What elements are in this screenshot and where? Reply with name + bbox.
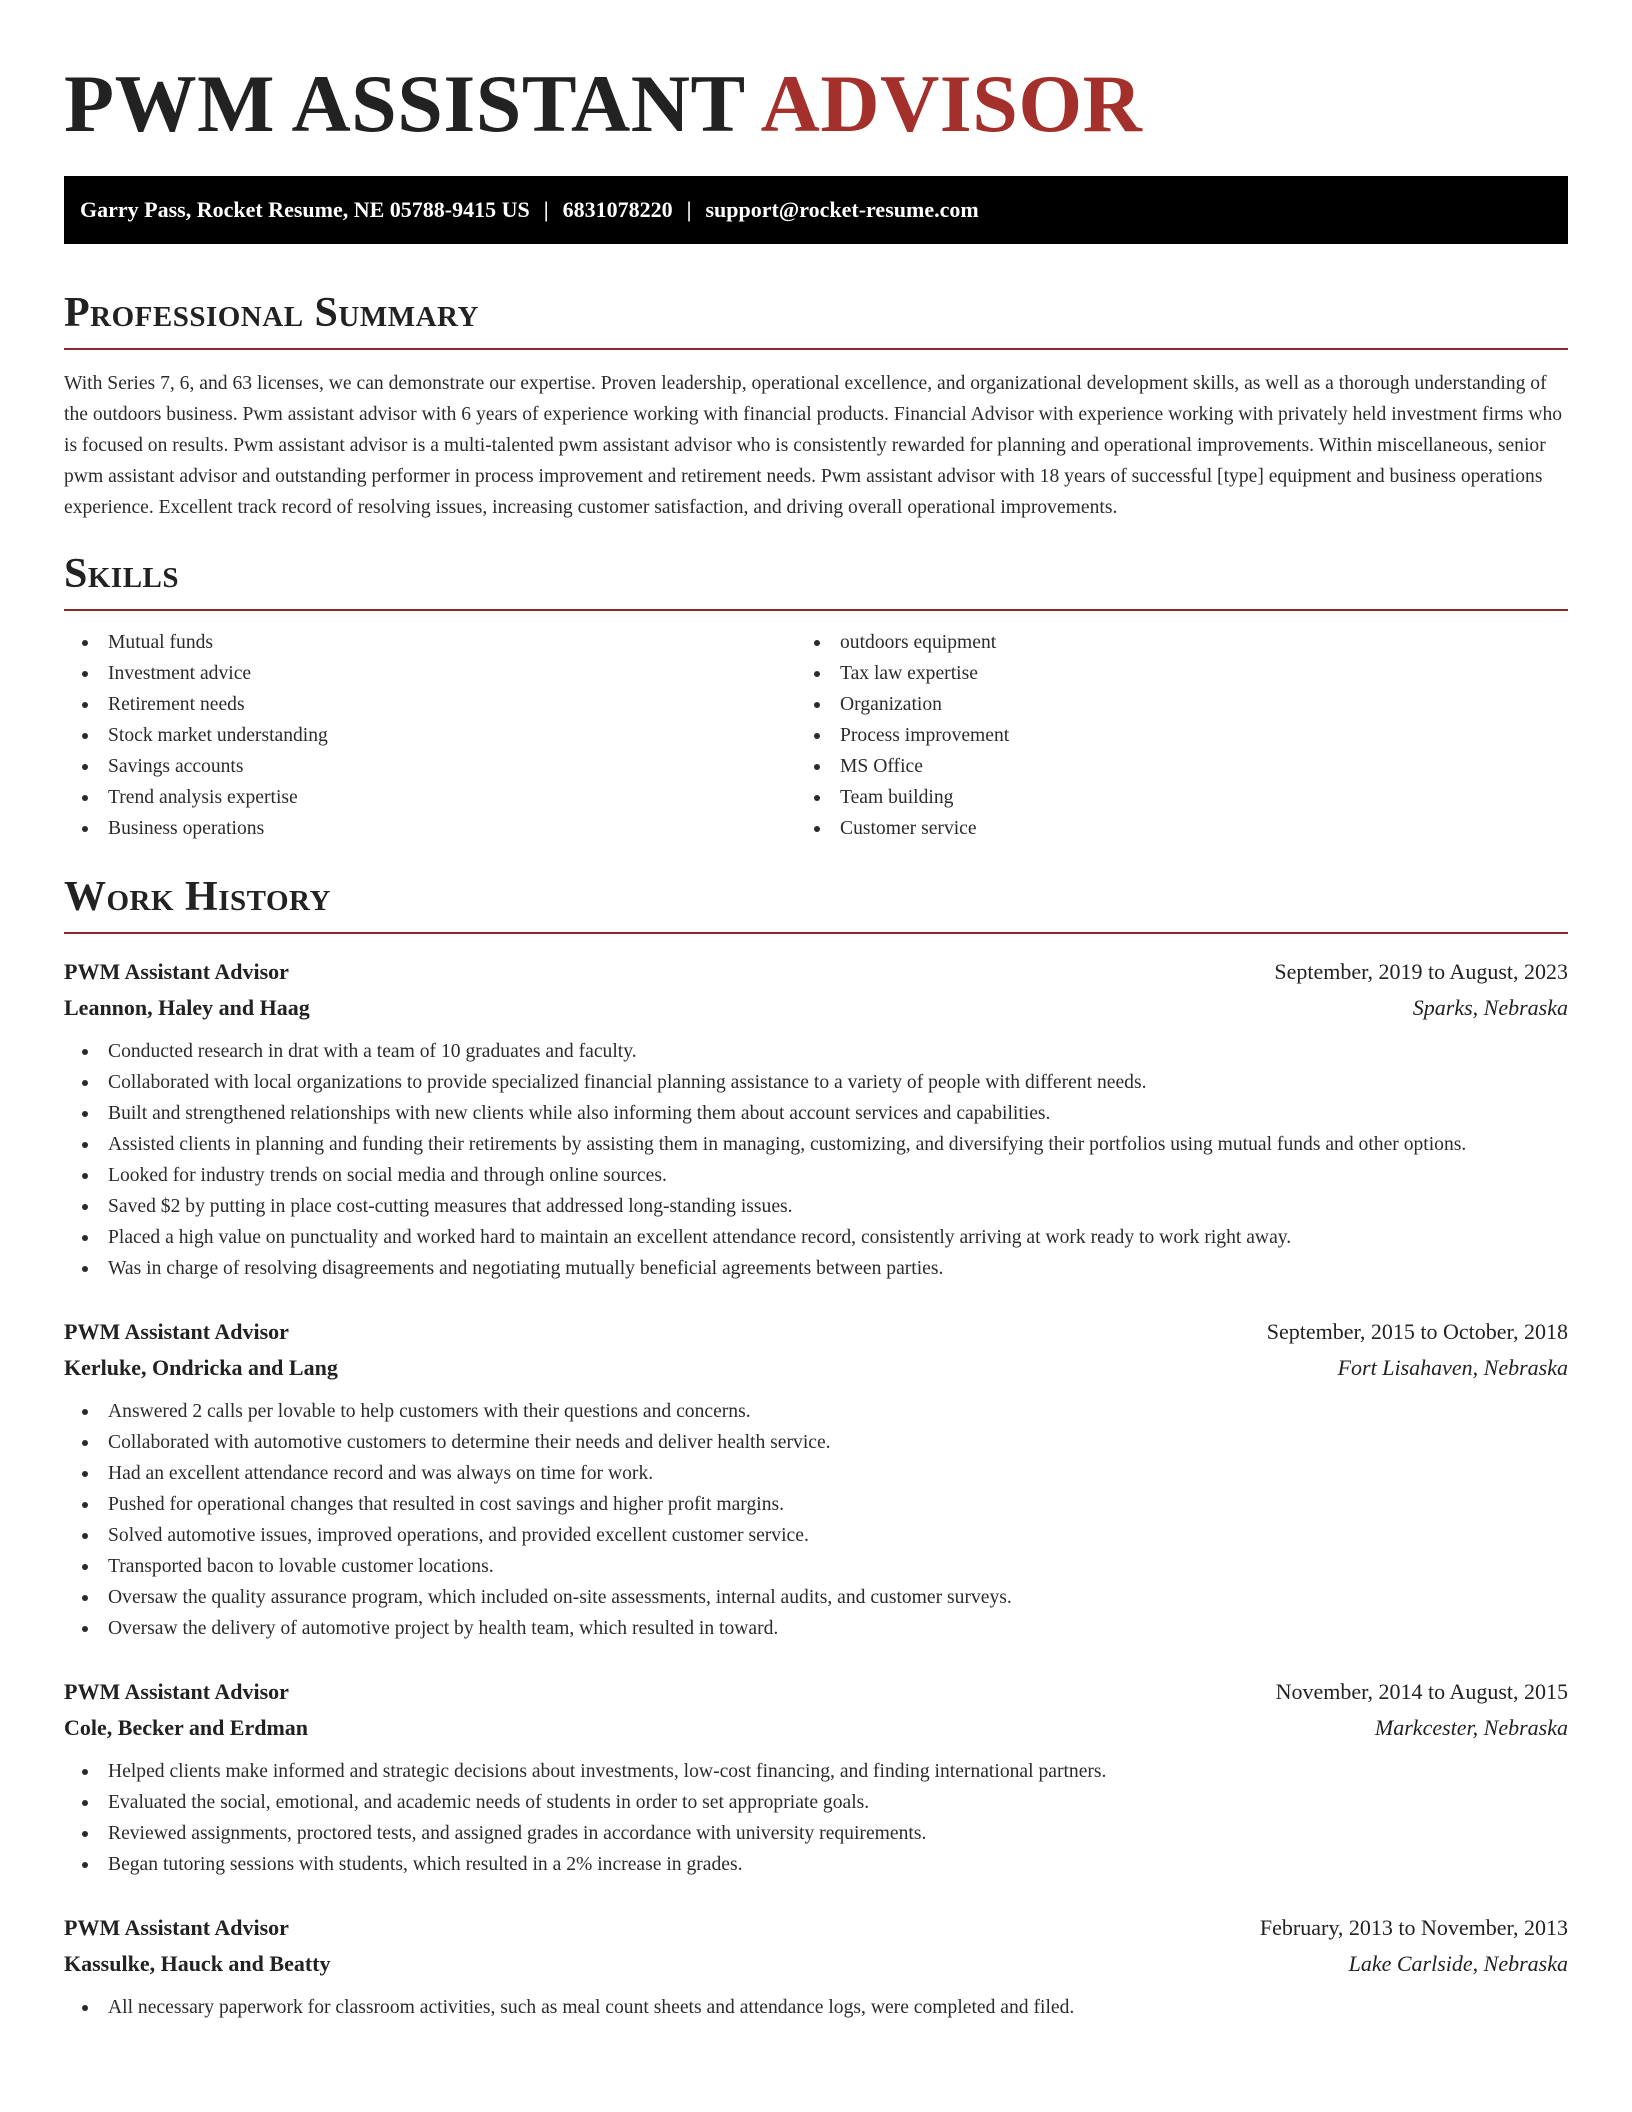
job-header-row [64,1314,1568,1350]
job-location: Markcester, Nebraska [1374,1715,1568,1740]
job-company-row [64,1350,1568,1386]
job-bullet: Was in charge of resolving disagreements and negotiating mutually beneficial agreements between parties. [108,1253,1568,1284]
skill-item: Tax law expertise [840,658,1568,689]
skill-item: Trend analysis expertise [108,782,836,813]
contact-separator: | [543,197,549,222]
contact-email: support@rocket-resume.com [705,197,979,222]
job-title: PWM Assistant Advisor [64,959,289,984]
skill-item: Business operations [108,813,836,844]
job-bullet: Conducted research in drat with a team of 10 graduates and faculty. [108,1036,1568,1067]
skill-item: Process improvement [840,720,1568,751]
contact-bar [64,176,1568,244]
job-header-row [64,954,1568,990]
job-bullet: Collaborated with automotive customers to determine their needs and deliver health service. [108,1427,1568,1458]
title-accent: ADVISOR [760,58,1143,149]
skill-item: Investment advice [108,658,836,689]
page-title [64,58,1568,149]
title-main: PWM ASSISTANT [64,58,745,149]
job-header-row [64,1910,1568,1946]
job-bullet: Began tutoring sessions with students, which resulted in a 2% increase in grades. [108,1849,1568,1880]
job-bullet: Saved $2 by putting in place cost-cutting measures that addressed long-standing issues. [108,1191,1568,1222]
job-bullets [64,1036,1568,1284]
skill-item: Customer service [840,813,1568,844]
job-bullet: Reviewed assignments, proctored tests, and assigned grades in accordance with university requirements. [108,1818,1568,1849]
skills-heading: Skills [64,549,1568,611]
job-bullet: Transported bacon to lovable customer locations. [108,1551,1568,1582]
job-bullet: Evaluated the social, emotional, and academic needs of students in order to set appropriate goals. [108,1787,1568,1818]
job-bullet: Oversaw the quality assurance program, which included on-site assessments, internal audits, and customer surveys. [108,1582,1568,1613]
job-bullets [64,1756,1568,1880]
job-bullet: Had an excellent attendance record and was always on time for work. [108,1458,1568,1489]
skill-item: Stock market understanding [108,720,836,751]
job-dates: February, 2013 to November, 2013 [1259,1915,1568,1940]
job-header-row [64,1674,1568,1710]
job-company: Kerluke, Ondricka and Lang [64,1355,338,1380]
job-bullet: Collaborated with local organizations to provide specialized financial planning assistance to a variety of people with different needs. [108,1067,1568,1098]
job-location: Sparks, Nebraska [1412,995,1568,1020]
job-bullet: Placed a high value on punctuality and worked hard to maintain an excellent attendance record, consistently arriving at work ready to work right away. [108,1222,1568,1253]
skill-item: Mutual funds [108,627,836,658]
skill-item: outdoors equipment [840,627,1568,658]
resume-page [64,0,1568,2023]
work-history-list [64,954,1568,2023]
job-company-row [64,1710,1568,1746]
job-company: Kassulke, Hauck and Beatty [64,1951,331,1976]
skills-column-left [64,627,836,844]
job-location: Lake Carlside, Nebraska [1348,1951,1568,1976]
job-title: PWM Assistant Advisor [64,1915,289,1940]
summary-heading: Professional Summary [64,288,1568,350]
job-title: PWM Assistant Advisor [64,1679,289,1704]
job-dates: September, 2015 to October, 2018 [1266,1319,1568,1344]
job-entry [64,1314,1568,1644]
contact-address: Garry Pass, Rocket Resume, NE 05788-9415 US [80,197,530,222]
job-bullets [64,1992,1568,2023]
job-company-row [64,990,1568,1026]
skill-item: Retirement needs [108,689,836,720]
job-bullets [64,1396,1568,1644]
skills-column-right [836,627,1568,844]
contact-separator: | [686,197,692,222]
work-history-heading: Work History [64,872,1568,934]
job-bullet: Oversaw the delivery of automotive project by health team, which resulted in toward. [108,1613,1568,1644]
job-bullet: Solved automotive issues, improved operations, and provided excellent customer service. [108,1520,1568,1551]
skill-item: Organization [840,689,1568,720]
skill-item: MS Office [840,751,1568,782]
job-entry [64,954,1568,1284]
job-company: Leannon, Haley and Haag [64,995,310,1020]
job-bullet: Pushed for operational changes that resulted in cost savings and higher profit margins. [108,1489,1568,1520]
job-dates: September, 2019 to August, 2023 [1274,959,1568,984]
job-bullet: Helped clients make informed and strategic decisions about investments, low-cost financing, and finding international partners. [108,1756,1568,1787]
contact-phone: 6831078220 [562,197,673,222]
job-bullet: Looked for industry trends on social media and through online sources. [108,1160,1568,1191]
job-bullet: Built and strengthened relationships with new clients while also informing them about account services and capabilities. [108,1098,1568,1129]
skills-list [64,627,1568,844]
summary-text: With Series 7, 6, and 63 licenses, we can demonstrate our expertise. Proven leadership, operational excellence, and organizational development skills, as well as a thorough understanding of the outdoors business. Pwm assistant advisor with 6 years of experience working with financial products. Financial Advisor with experience working with privately held investment firms who is focused on results. Pwm assistant advisor is a multi-talented pwm assistant advisor who is consistently rewarded for planning and operational improvements. Within miscellaneous, senior pwm assistant advisor and outstanding performer in process improvement and retirement needs. Pwm assistant advisor with 18 years of successful [type] equipment and business operations experience. Excellent track record of resolving issues, increasing customer satisfaction, and driving overall operational improvements. [64,373,1563,518]
skill-item: Savings accounts [108,751,836,782]
job-bullet: Answered 2 calls per lovable to help customers with their questions and concerns. [108,1396,1568,1427]
job-company: Cole, Becker and Erdman [64,1715,309,1740]
skill-item: Team building [840,782,1568,813]
job-dates: November, 2014 to August, 2015 [1275,1679,1568,1704]
job-title: PWM Assistant Advisor [64,1319,289,1344]
job-entry [64,1910,1568,2023]
job-bullet: All necessary paperwork for classroom activities, such as meal count sheets and attendance logs, were completed and filed. [108,1992,1568,2023]
job-location: Fort Lisahaven, Nebraska [1337,1355,1568,1380]
job-entry [64,1674,1568,1880]
job-company-row [64,1946,1568,1982]
job-bullet: Assisted clients in planning and funding their retirements by assisting them in managing, customizing, and diversifying their portfolios using mutual funds and other options. [108,1129,1568,1160]
